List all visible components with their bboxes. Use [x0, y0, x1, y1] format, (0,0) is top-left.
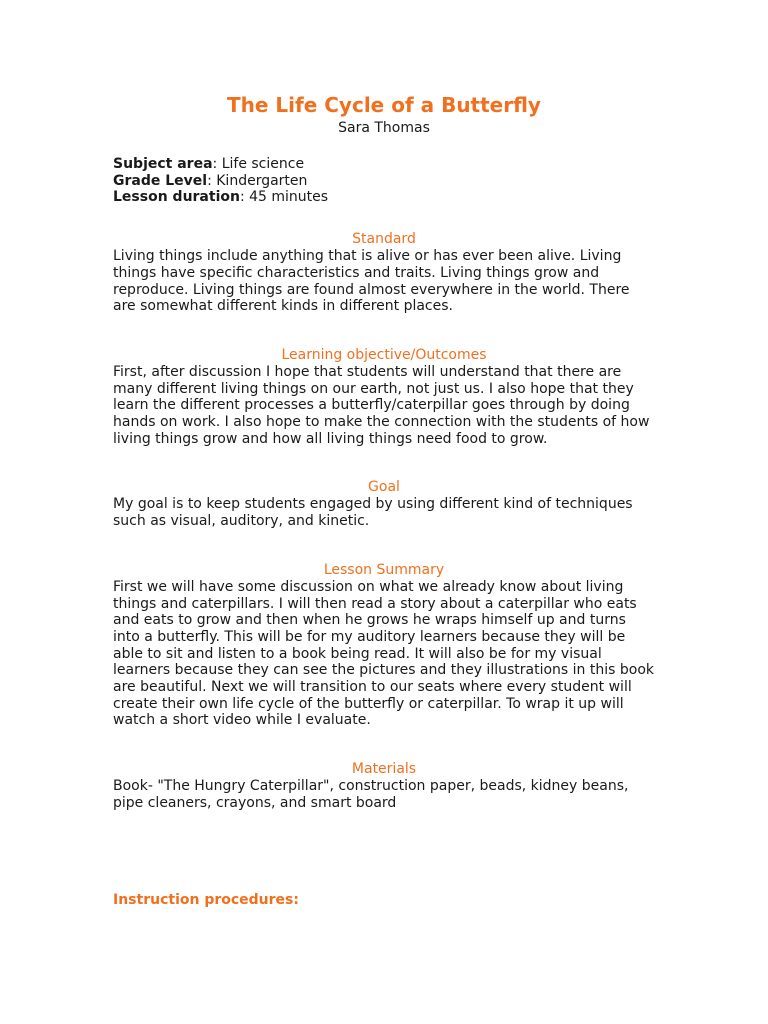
meta-duration-value: : 45 minutes: [239, 189, 329, 206]
section-heading-standard: Standard: [352, 231, 416, 248]
author-name: Sara Thomas: [338, 120, 430, 136]
section-body-materials: Book- "The Hungry Caterpillar", construction paper, beads, kidney beans, pipe cleaners, crayons, and smart board: [113, 778, 629, 811]
section-body-summary: First we will have some discussion on what we already know about living things and caterpillars. I will then read a story about a caterpillar who eats and eats to grow and then when he grows he wraps himself up and turns into a butterfly. This will be for my auditory learners because they will be able to sit and listen to a book being read. It will also be for my visual learners because they can see the pictures and they illustrations in this book are beautiful. Next we will transition to our seats where every student will create their own life cycle of the butterfly or caterpillar. To wrap it up will watch a short video while I evaluate.: [113, 578, 654, 729]
section-body-goal: My goal is to keep students engaged by using different kind of techniques such as visual, auditory, and kinetic.: [113, 496, 633, 530]
section-standard: [113, 231, 655, 315]
section-body-standard: Living things include anything that is alive or has ever been alive. Living things have specific characteristics and traits. Living things grow and reproduce. Living things are found almost everywhere in the world. There are somewhat different kinds in different places.: [113, 248, 630, 315]
document-title: The Life Cycle of a Butterfly: [227, 93, 541, 117]
meta-subject-row: [113, 156, 655, 173]
meta-subject-value: : Life science: [212, 156, 305, 172]
section-heading-summary: Lesson Summary: [323, 561, 445, 578]
section-summary: [113, 562, 655, 729]
meta-grade-row: [113, 173, 655, 190]
section-materials: [113, 761, 655, 811]
meta-duration-label: Lesson duration: [113, 189, 240, 206]
instruction-procedures-heading: Instruction procedures:: [113, 891, 299, 908]
meta-grade-value: : Kindergarten: [207, 172, 308, 189]
meta-grade-label: Grade Level: [113, 172, 208, 189]
meta-subject-label: Subject area: [113, 156, 213, 172]
section-goal: [113, 479, 655, 529]
section-body-objective: First, after discussion I hope that students will understand that there are many different living things on our earth, not just us. I also hope that they learn the different processes a butterfly/caterpillar goes through by doing hands on work. I also hope to make the connection with the students of how living things grow and how all living things need food to grow.: [113, 363, 650, 447]
section-heading-materials: Materials: [351, 761, 417, 778]
section-objective: [113, 347, 655, 448]
section-heading-objective: Learning objective/Outcomes: [281, 346, 487, 363]
meta-duration-row: [113, 189, 655, 206]
lesson-meta: [113, 156, 655, 206]
section-heading-goal: Goal: [368, 479, 400, 496]
